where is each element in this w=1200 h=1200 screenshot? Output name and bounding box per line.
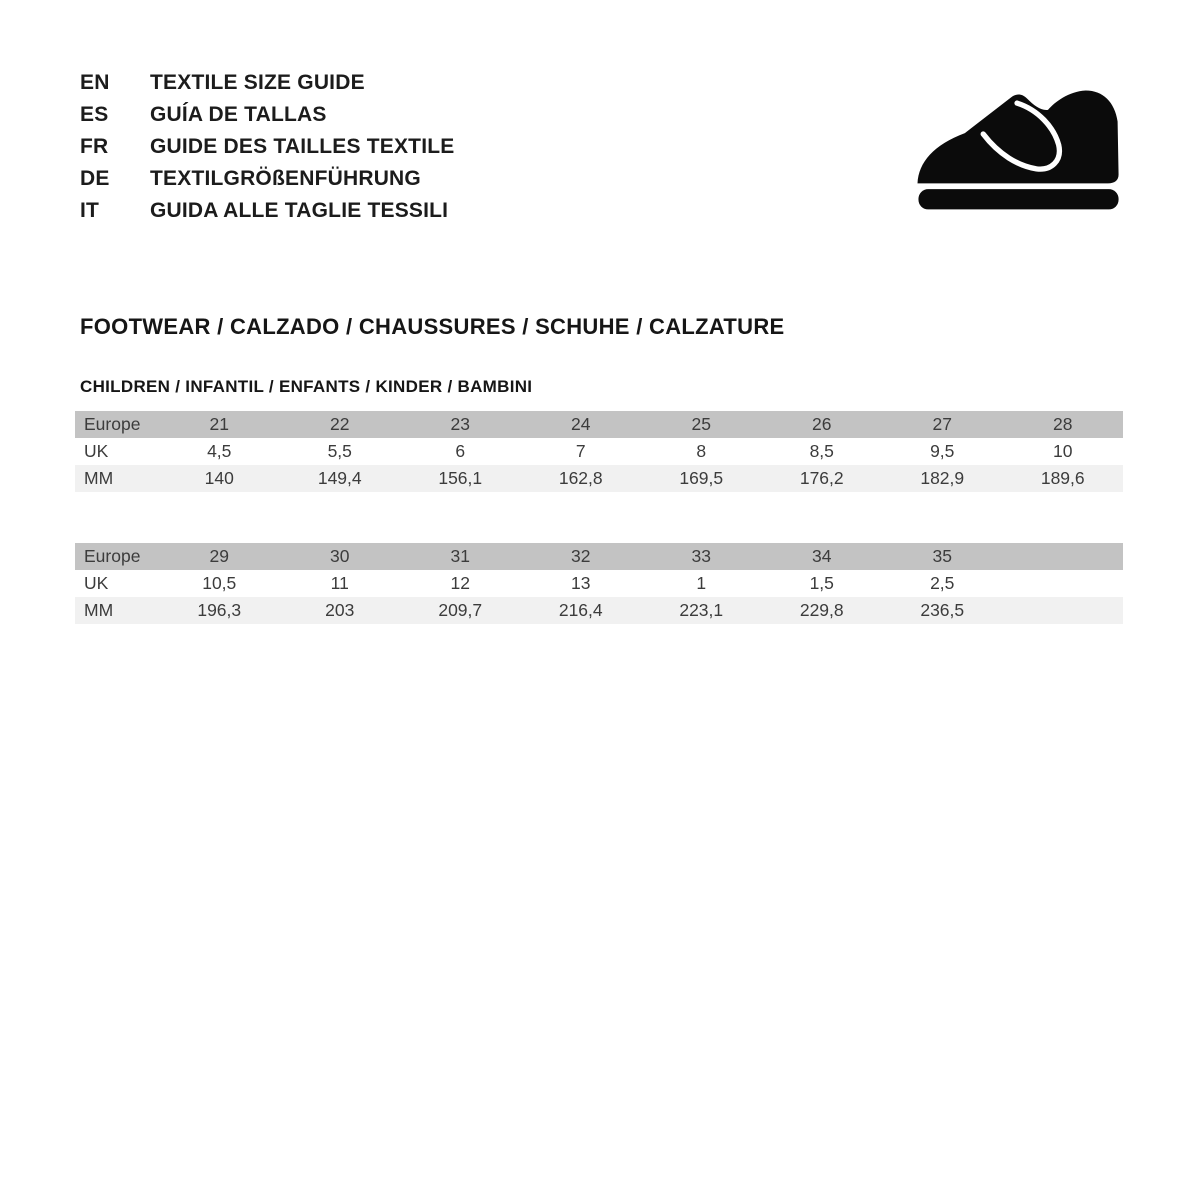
- size-cell: 7: [575, 441, 586, 461]
- size-row-uk: [75, 438, 1123, 465]
- size-cell: 10,5: [202, 573, 237, 593]
- size-row-europe: [75, 543, 1123, 570]
- language-row-it: [80, 195, 454, 227]
- size-cell: 209,7: [438, 600, 483, 620]
- size-cell: 1,5: [809, 573, 834, 593]
- size-cell: 35: [932, 546, 952, 566]
- size-cell: 33: [691, 546, 711, 566]
- shoe-sole: [918, 189, 1118, 209]
- size-cell: 169,5: [679, 468, 724, 488]
- row-label: UK: [84, 441, 109, 461]
- children-shoe-icon: [903, 77, 1135, 222]
- size-cell: 5,5: [327, 441, 352, 461]
- size-cell: 189,6: [1040, 468, 1085, 488]
- size-cell: 156,1: [438, 468, 483, 488]
- size-cell: 10: [1053, 441, 1073, 461]
- size-cell: 196,3: [197, 600, 242, 620]
- row-label: Europe: [84, 546, 141, 566]
- size-row-uk: [75, 570, 1123, 597]
- size-cell: 21: [209, 414, 229, 434]
- size-cell: 32: [571, 546, 591, 566]
- size-cell: 26: [812, 414, 832, 434]
- row-label: Europe: [84, 414, 141, 434]
- size-cell: 229,8: [799, 600, 844, 620]
- size-cell: 2,5: [930, 573, 955, 593]
- size-cell: 216,4: [558, 600, 603, 620]
- size-row-mm: [75, 597, 1123, 624]
- language-row-es: [80, 99, 454, 131]
- language-title: TEXTILE SIZE GUIDE: [150, 71, 365, 94]
- row-label: MM: [84, 468, 114, 488]
- size-cell: 24: [571, 414, 591, 434]
- language-row-de: [80, 163, 454, 195]
- language-title: GUIDA ALLE TAGLIE TESSILI: [150, 199, 449, 222]
- size-cell: 31: [450, 546, 470, 566]
- language-row-fr: [80, 131, 454, 163]
- size-cell: 182,9: [920, 468, 965, 488]
- size-cell: 6: [455, 441, 466, 461]
- language-title: TEXTILGRÖßENFÜHRUNG: [150, 167, 421, 190]
- size-cell: 34: [812, 546, 832, 566]
- row-label: UK: [84, 573, 109, 593]
- size-cell: 11: [330, 573, 349, 593]
- size-cell: 30: [330, 546, 350, 566]
- row-label: MM: [84, 600, 114, 620]
- size-cell: 176,2: [799, 468, 844, 488]
- size-row-europe: [75, 411, 1123, 438]
- size-cell: 9,5: [930, 441, 955, 461]
- size-cell: 140: [204, 468, 234, 488]
- size-cell: 1: [696, 573, 707, 593]
- size-cell: 25: [691, 414, 711, 434]
- section-title: FOOTWEAR / CALZADO / CHAUSSURES / SCHUHE / CALZATURE: [80, 314, 785, 339]
- language-code: DE: [80, 167, 110, 190]
- size-cell: 149,4: [317, 468, 362, 488]
- size-table-1: [75, 411, 1123, 492]
- size-cell: 8: [696, 441, 707, 461]
- size-cell: 162,8: [558, 468, 603, 488]
- size-cell: 23: [450, 414, 470, 434]
- language-code: ES: [80, 103, 109, 126]
- language-row-en: [80, 67, 454, 99]
- size-cell: 12: [450, 573, 470, 593]
- category-title: CHILDREN / INFANTIL / ENFANTS / KINDER / BAMBINI: [80, 377, 533, 396]
- language-list: [80, 67, 454, 227]
- size-cell: 4,5: [207, 441, 232, 461]
- size-cell: 223,1: [679, 600, 724, 620]
- size-cell: 8,5: [809, 441, 834, 461]
- language-code: FR: [80, 135, 109, 158]
- language-title: GUÍA DE TALLAS: [150, 103, 327, 126]
- size-cell: 29: [209, 546, 229, 566]
- size-cell: 27: [932, 414, 952, 434]
- language-code: IT: [80, 199, 100, 222]
- language-title: GUIDE DES TAILLES TEXTILE: [150, 135, 455, 158]
- size-cell: 236,5: [920, 600, 965, 620]
- size-cell: 22: [330, 414, 350, 434]
- size-cell: 13: [571, 573, 591, 593]
- shoe-icon-svg: [903, 77, 1135, 222]
- language-code: EN: [80, 71, 110, 94]
- size-table-2: [75, 543, 1123, 624]
- size-cell: 203: [325, 600, 355, 620]
- size-row-mm: [75, 465, 1123, 492]
- size-cell: 28: [1053, 414, 1073, 434]
